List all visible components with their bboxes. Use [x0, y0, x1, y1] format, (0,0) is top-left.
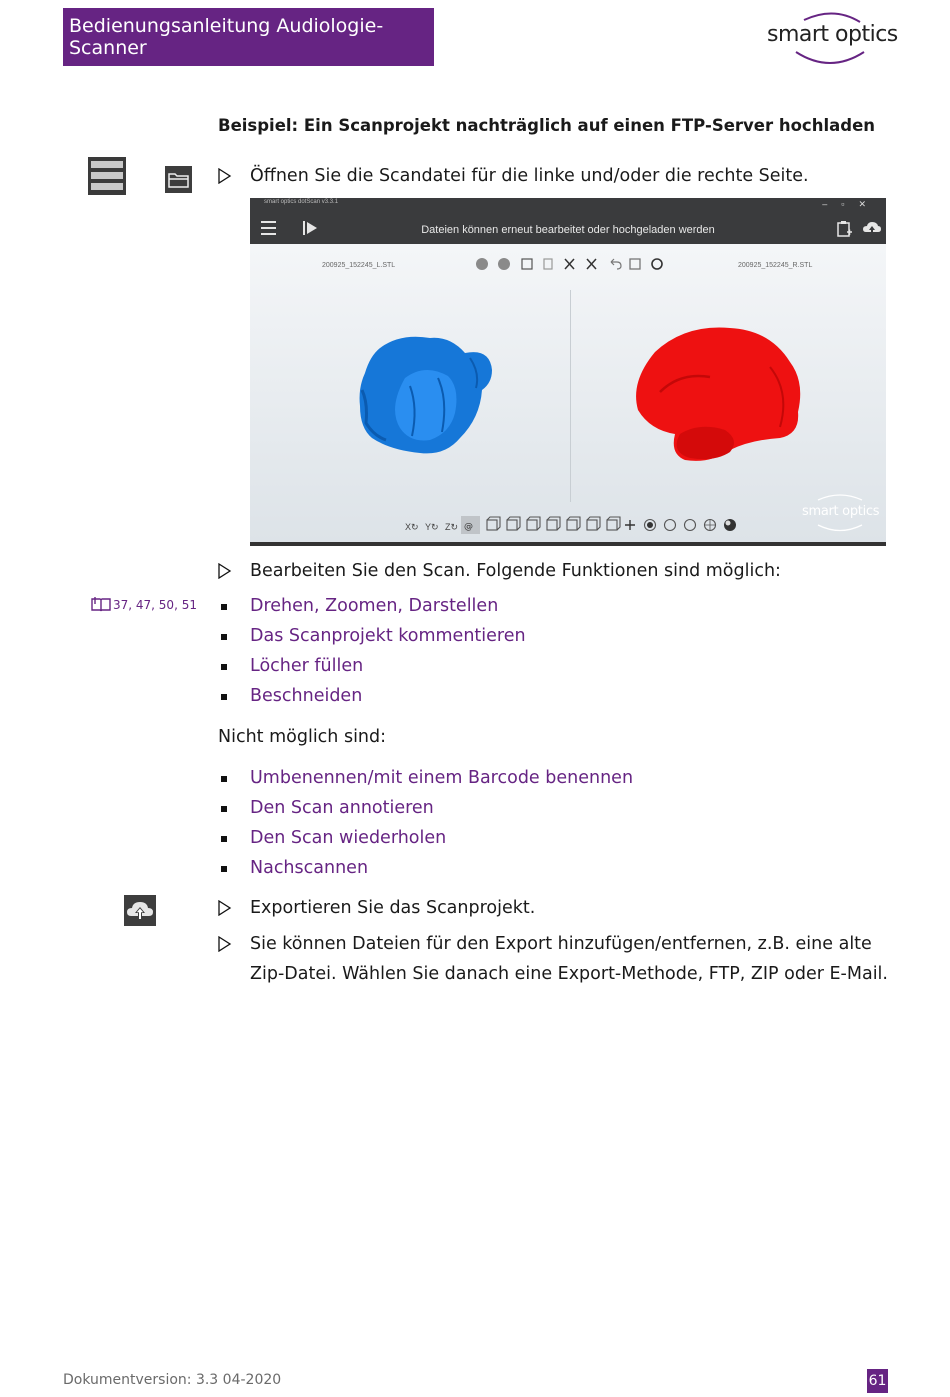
- menu-icon: [88, 157, 126, 195]
- app-titlebar: [250, 198, 886, 244]
- step-text: Exportieren Sie das Scanprojekt.: [250, 898, 536, 918]
- folder-open-icon: [165, 166, 192, 193]
- axis-y-label: Y: [425, 522, 432, 532]
- bottom-toolbar: [461, 516, 761, 536]
- app-center-title: Dateien können erneut bearbeitet oder hochgeladen werden: [421, 224, 715, 236]
- step-arrow-icon: [218, 563, 232, 579]
- axis-x-label: X: [405, 522, 412, 532]
- bullet-square: [221, 866, 227, 872]
- software-screenshot: [250, 198, 886, 546]
- cloud-upload-icon: [124, 895, 156, 926]
- page-number: 61: [867, 1369, 888, 1393]
- smart-optics-logo: [764, 8, 898, 66]
- viewport-divider: [570, 290, 571, 502]
- document-version: Dokumentversion: 3.3 04-2020: [63, 1372, 282, 1388]
- page-reference-numbers: 37, 47, 50, 51: [113, 598, 197, 612]
- section-title: Beispiel: Ein Scanprojekt nachträglich auf einen FTP-Server hochladen: [218, 116, 876, 135]
- logo-text: smart optics: [767, 22, 898, 47]
- clipboard-add-icon: [836, 220, 852, 238]
- cloud-upload-small-icon: [862, 220, 882, 236]
- bullet-square: [221, 664, 227, 670]
- window-title: smart optics dotScan v3.3.1: [264, 199, 339, 205]
- right-file-name: 200925_152245_R.STL: [738, 262, 813, 269]
- step-arrow-icon: [218, 168, 232, 184]
- window-controls: –▫✕: [822, 199, 880, 209]
- left-ear-scan: [350, 328, 500, 463]
- link-text[interactable]: Umbenennen/mit einem Barcode benennen: [250, 768, 634, 788]
- bullet-square: [221, 604, 227, 610]
- top-toolbar: [475, 257, 665, 271]
- left-file-name: 200925_152245_L.STL: [322, 262, 396, 269]
- axis-x-button: X↻: [405, 522, 419, 532]
- document-header: [63, 8, 434, 66]
- link-text[interactable]: Den Scan annotieren: [250, 798, 434, 818]
- step-text: Öffnen Sie die Scandatei für die linke und/oder die rechte Seite.: [250, 166, 809, 186]
- step-text-line-2: Zip-Datei. Wählen Sie danach eine Export-Methode, FTP, ZIP oder E-Mail.: [250, 964, 888, 984]
- step-arrow-icon: [218, 936, 232, 952]
- step-text-line-1: Sie können Dateien für den Export hinzufügen/entfernen, z.B. eine alte: [250, 934, 872, 954]
- document-title: Bedienungsanleitung Audiologie-Scanner: [69, 15, 384, 59]
- bullet-square: [221, 634, 227, 640]
- book-icon: [91, 596, 111, 612]
- bullet-square: [221, 806, 227, 812]
- link-text[interactable]: Löcher füllen: [250, 656, 364, 676]
- axis-z-button: Z↻: [445, 522, 459, 532]
- link-text[interactable]: Das Scanprojekt kommentieren: [250, 626, 526, 646]
- right-ear-scan: [630, 322, 805, 467]
- bullet-square: [221, 836, 227, 842]
- screenshot-bottom-border: [250, 542, 886, 546]
- svg-text:@: @: [464, 522, 473, 532]
- bullet-square: [221, 694, 227, 700]
- link-text[interactable]: Beschneiden: [250, 686, 363, 706]
- link-text[interactable]: Den Scan wiederholen: [250, 828, 447, 848]
- link-text[interactable]: Nachscannen: [250, 858, 369, 878]
- bullet-square: [221, 776, 227, 782]
- not-possible-label: Nicht möglich sind:: [218, 727, 387, 747]
- link-text[interactable]: Drehen, Zoomen, Darstellen: [250, 596, 499, 616]
- step-text: Bearbeiten Sie den Scan. Folgende Funktionen sind möglich:: [250, 561, 781, 581]
- page-reference: [91, 596, 197, 612]
- screenshot-watermark: smart optics: [802, 504, 880, 519]
- axis-z-label: Z: [445, 522, 451, 532]
- step-arrow-icon: [218, 900, 232, 916]
- axis-y-button: Y↻: [425, 522, 439, 532]
